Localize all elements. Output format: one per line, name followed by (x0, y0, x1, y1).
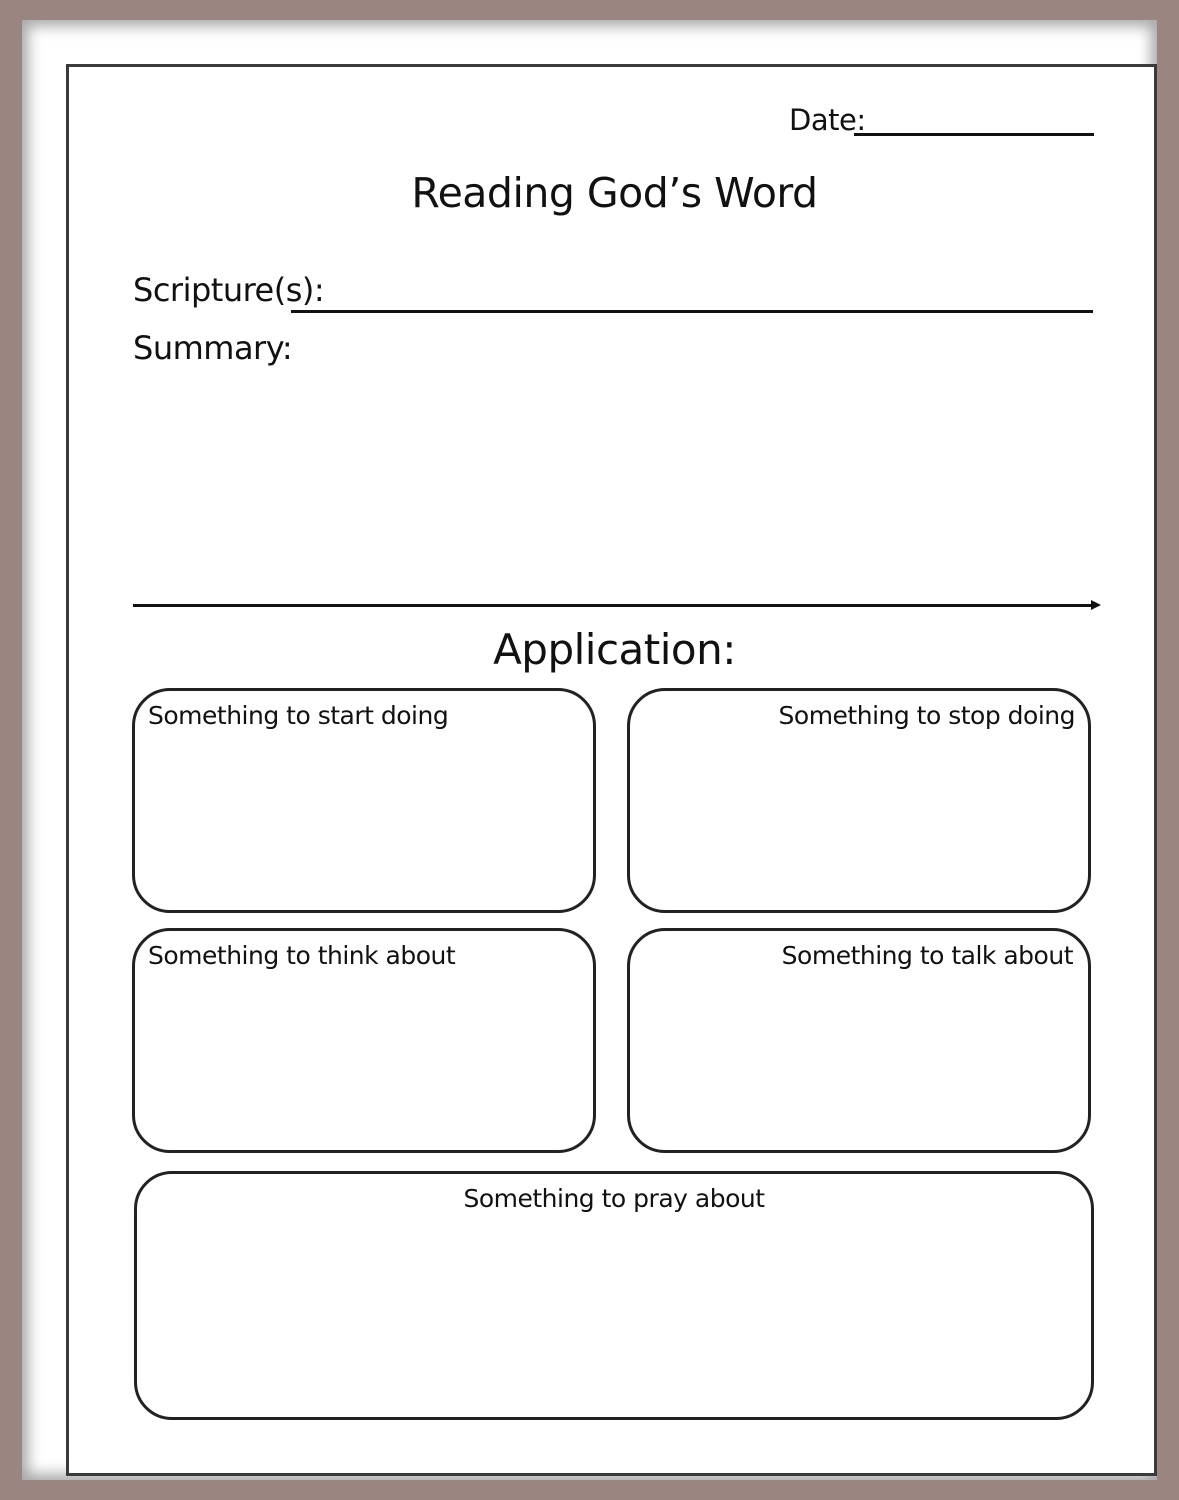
start-doing-box[interactable] (132, 688, 596, 913)
talk-about-box[interactable] (627, 928, 1091, 1153)
think-about-box[interactable] (132, 928, 596, 1153)
scripture-label: Scripture(s): (133, 271, 325, 309)
pray-about-box[interactable] (134, 1171, 1094, 1420)
think-about-label: Something to think about (148, 941, 456, 970)
stop-doing-label: Something to stop doing (778, 701, 1075, 730)
section-divider-arrow (133, 604, 1093, 607)
arrow-head-icon (1091, 600, 1101, 610)
page-title: Reading God’s Word (411, 169, 818, 217)
worksheet-page (66, 64, 1157, 1476)
application-heading: Application: (493, 625, 736, 674)
pray-about-label: Something to pray about (463, 1184, 765, 1213)
talk-about-label: Something to talk about (781, 941, 1073, 970)
date-field-line[interactable] (854, 133, 1094, 136)
frame-mat (22, 20, 1157, 1480)
stop-doing-box[interactable] (627, 688, 1091, 913)
date-label: Date: (789, 103, 866, 137)
start-doing-label: Something to start doing (148, 701, 449, 730)
scripture-field-line[interactable] (291, 310, 1093, 313)
summary-label: Summary: (133, 329, 293, 367)
